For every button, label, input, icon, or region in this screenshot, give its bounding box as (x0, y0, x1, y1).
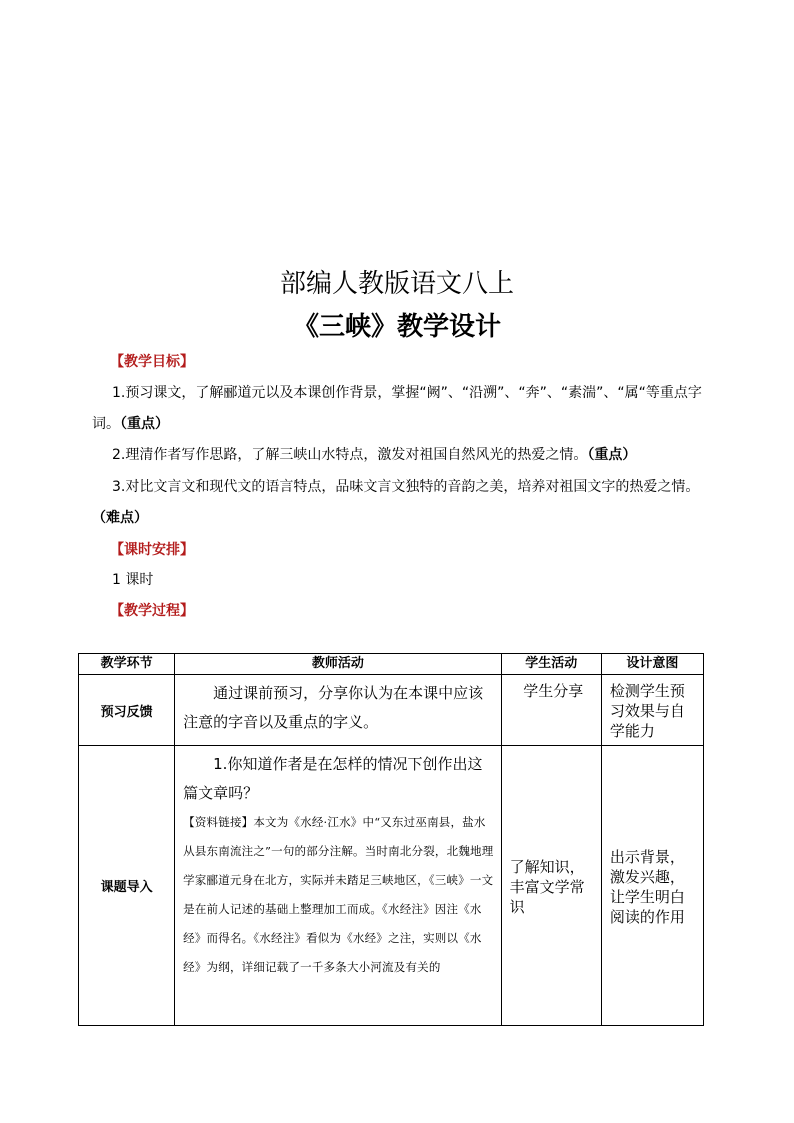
stage-cell: 课题导入 (79, 746, 175, 1026)
goal-item-2 (92, 440, 710, 471)
column-header-student: 学生活动 (501, 654, 601, 675)
teacher-activity-cell (175, 675, 502, 746)
student-activity-cell: 学生分享 (501, 675, 601, 746)
student-activity-cell: 了解知识，丰富文学常识 (501, 746, 601, 1026)
schedule-value: 1 课时 (112, 572, 154, 588)
design-intent-cell: 检测学生预习效果与自学能力 (601, 675, 703, 746)
section-heading-schedule: 【课时安排】 (110, 542, 194, 558)
table-row (79, 746, 704, 1026)
teacher-activity-text: 通过课前预习，分享你认为在本课中应该注意的字音以及重点的字义。 (183, 684, 484, 731)
column-header-teacher: 教师活动 (175, 654, 502, 675)
section-heading-process: 【教学过程】 (110, 603, 194, 619)
goal-item-3-text: 3.对比文言文和现代文的语言特点，品味文言文独特的音韵之美，培养对祖国文字的热爱之情。 (112, 479, 700, 495)
stage-cell: 预习反馈 (79, 675, 175, 746)
goal-item-2-text: 2.理清作者写作思路，了解三峡山水特点，激发对祖国自然风光的热爱之情。 (112, 447, 588, 463)
design-intent-cell: 出示背景，激发兴趣，让学生明白阅读的作用 (601, 746, 703, 1026)
table-header-row (79, 654, 704, 675)
goal-item-3-key: （难点） (92, 510, 148, 526)
table-row (79, 675, 704, 746)
goal-item-1-text: 1.预习课文，了解郦道元以及本课创作背景，掌握“阙”、“沿溯”、“奔”、“素湍”、“属“等重点字词。 (92, 385, 702, 432)
goal-item-1-key: （重点） (120, 416, 169, 432)
teacher-activity-cell (175, 746, 502, 1026)
column-header-stage: 教学环节 (79, 654, 175, 675)
column-header-intent: 设计意图 (601, 654, 703, 675)
process-table (78, 653, 704, 1026)
goal-item-3 (92, 472, 710, 534)
document-title-line2: 《三峡》教学设计 (292, 312, 501, 342)
goal-item-1 (92, 378, 710, 440)
document-title-line1: 部编人教版语文八上 (279, 269, 514, 299)
section-heading-goals: 【教学目标】 (110, 354, 194, 370)
teacher-question-text: 1.你知道作者是在怎样的情况下创作出这篇文章吗？ (183, 755, 483, 802)
goal-item-2-key: （重点） (587, 447, 637, 463)
resource-link-text: 【资料链接】本文为《水经·江水》中“又东过巫南县，盐水从县东南流注之”一句的部分注解。当时南北分裂，北魏地理学家郦道元身在北方，实际并未踏足三峡地区，《三峡》一文是在前人记述的基础上整理加工而成。《水经注》因注《水经》而得名。《水经注》看似为《水经》之注，实则以《水经》为纲，详细记载了一千多条大小河流及有关的 (183, 815, 494, 974)
